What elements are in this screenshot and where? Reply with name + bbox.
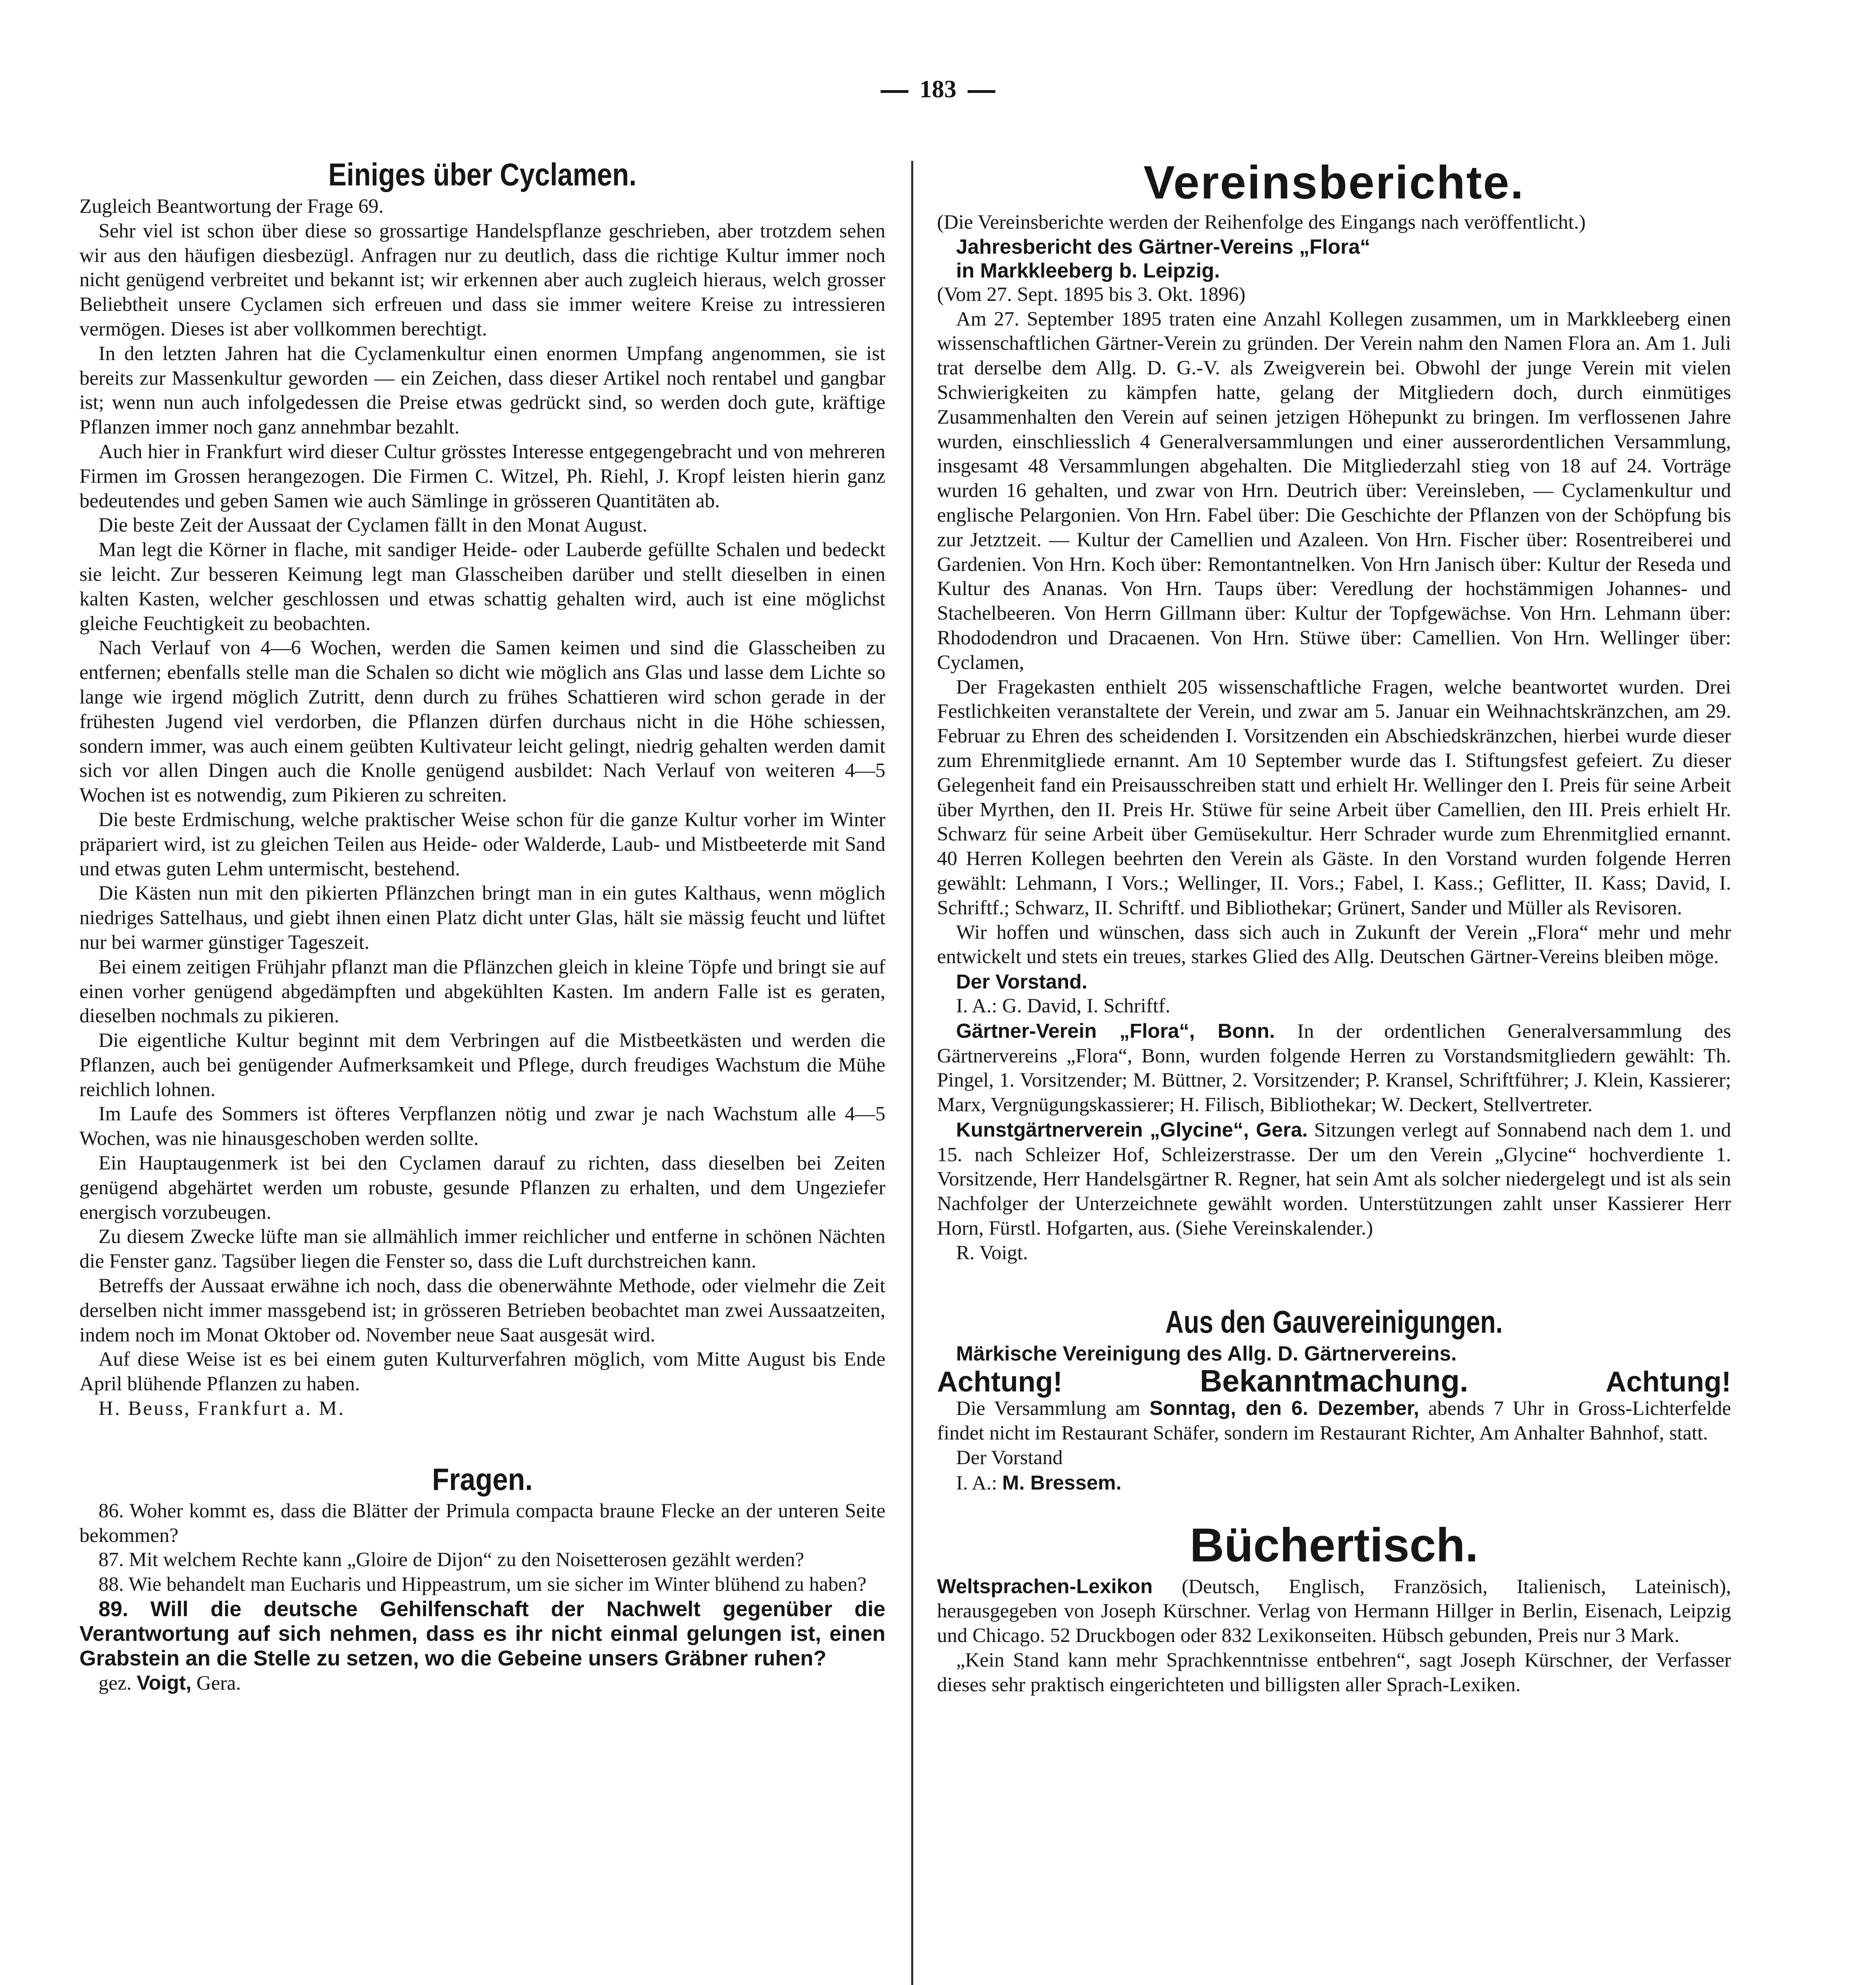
gau-signature-name: [937, 1470, 1731, 1496]
gau-signature-prefix: I. A.:: [956, 1472, 997, 1494]
cyclamen-paragraph: Die Kästen nun mit den pikierten Pflänzchen bringt man in ein gutes Kalthaus, wenn möglich niedriges Sattelhaus, und giebt ihnen einen Platz dicht unter Glas, hält sie mässig feucht und lüftet nur bei warmer günstiger Tageszeit.: [79, 882, 885, 954]
question-89-signature: [79, 1671, 885, 1696]
cyclamen-paragraph: In den letzten Jahren hat die Cyclamenkultur einen enormen Umpfang angenommen, sie ist bereits zur Massenkultur geworden — ein Zeichen, dass dieser Artikel noch rentabel und gangbar ist; wenn nun auch infolgedessen die Preise etwas gedrückt sind, so werden doch gute, kräftige Pflanzen immer noch ganz annehmbar bezahlt.: [79, 342, 885, 439]
section-title-gauvereinigungen: Aus den Gauvereinigungen.: [1165, 1304, 1503, 1339]
page-number-text: 183: [920, 76, 956, 103]
flora-signature-board: Der Vorstand.: [956, 970, 1087, 993]
gau-text-date: Sonntag, den 6. Dezember,: [1149, 1397, 1419, 1420]
section-title-vereinsberichte: Vereinsberichte.: [1143, 156, 1525, 209]
question-88: 88. Wie behandelt man Eucharis und Hippeastrum, um sie sicher im Winter blühend zu haben?: [98, 1573, 867, 1596]
cyclamen-paragraph: Die beste Erdmischung, welche praktischer Weise schon für die ganze Kultur vorher im Winter präpariert wird, ist zu gleichen Teilen aus Heide- oder Walderde, Laub- und Mistbeeterde mit Sand und etwas guten Lehm untermischt, bestehend.: [79, 808, 885, 880]
cyclamen-signature: H. Beuss, Frankfurt a. M.: [98, 1397, 345, 1420]
cyclamen-paragraph: Die beste Zeit der Aussaat der Cyclamen fällt in den Monat August.: [98, 514, 648, 537]
bonn-report-text: In der ordentlichen Generalversammlung des Gärtnervereins „Flora“, Bonn, wurden folgende Herren zu Vorstandsmitgliedern gewählt: Th. Pingel, 1. Vorsitzender; M. Büttner, 2. Vorsitzender; P. Kransel, Schriftführer; J. Klein, Kassierer; Marx, Vergnügungskassierer; H. Filisch, Bibliothekar; W. Deckert, Stellvertreter.: [937, 1020, 1731, 1116]
cyclamen-paragraph: Nach Verlauf von 4—6 Wochen, werden die Samen keimen und sind die Glasscheiben zu entfernen; ebenfalls stelle man die Schalen so dicht wie möglich ans Glas und lasse dem Lichte so lange wie irgend möglich Zutritt, denn durch zu frühes Schattieren wird schon gerade in der frühesten Jugend viel verdorben, die Pflanzen dürfen durchaus nicht in die Höhe schiessen, sondern immer, was auch einem geübten Kultivateur leicht gelingt, niedrig gehalten werden damit sich vor allen Dingen auch die Knolle genügend ausbildet: Nach Verlauf von weiteren 4—5 Wochen ist es notwendig, zum Pikieren zu schreiten.: [79, 637, 885, 807]
signature-name: Voigt,: [137, 1671, 192, 1694]
cyclamen-paragraph: Bei einem zeitigen Frühjahr pflanzt man die Pflänzchen gleich in kleine Töpfe und bringt sie auf einen vorher genügend abgedämpften und abgekühlten Kasten. Im andern Falle ist es geraten, dieselben nochmals zu pikieren.: [79, 956, 885, 1027]
cyclamen-paragraph: Betreffs der Aussaat erwähne ich noch, dass die obenerwähnte Methode, oder vielmehr die Zeit derselben nicht immer massgebend ist; in grösseren Betrieben beobachtet man zwei Aussaatzeiten, indem noch im Monat Oktober od. November neue Saat ausgesät wird.: [79, 1275, 885, 1346]
gau-signature-board: Der Vorstand: [956, 1447, 1063, 1469]
cyclamen-paragraph: Man legt die Körner in flache, mit sandiger Heide- oder Lauberde gefüllte Schalen und bedeckt sie leicht. Zur besseren Keimung legt man Glasscheiben darüber und stellt dieselben in einen kalten Kasten, welcher geschlossen und etwas schattig gehalten wird, auch ist eine möglichst gleiche Feuchtigkeit zu beobachten.: [79, 539, 885, 635]
book-entry: [937, 1574, 1731, 1648]
bekanntmachung-heading: Bekanntmachung.: [1199, 1363, 1469, 1398]
section-title-fragen: Fragen.: [432, 1461, 533, 1497]
signature-prefix: gez.: [98, 1672, 132, 1695]
article-subtitle-cyclamen: Zugleich Beantwortung der Frage 69.: [79, 195, 384, 218]
announcement-banner: [937, 1363, 1731, 1398]
book-entry-text: (Deutsch, Englisch, Französich, Italienisch, Lateinisch), herausgegeben von Joseph Kürschner. Verlag von Hermann Hillger in Berlin, Eisenach, Leipzig und Chicago. 52 Druckbogen oder 832 Lexikonseiten. Hübsch gebunden, Preis nur 3 Mark.: [937, 1575, 1731, 1647]
vereinsberichte-note: (Die Vereinsberichte werden der Reihenfolge des Eingangs nach veröffentlicht.): [937, 211, 1586, 233]
gau-text-post: abends 7 Uhr in Gross-Lichterfelde findet nicht im Restaurant Schäfer, sondern im Restaurant Richter, Am Anhalter Bahnhof, statt.: [937, 1397, 1731, 1445]
cyclamen-paragraph: Im Laufe des Sommers ist öfteres Verpflanzen nötig und zwar je nach Wachstum alle 4—5 Wochen, was nie hinausgeschoben werden sollte.: [79, 1103, 885, 1150]
bonn-report: [937, 1019, 1731, 1118]
flora-report-dates: (Vom 27. Sept. 1895 bis 3. Okt. 1896): [937, 283, 1246, 306]
flora-report-title: Jahresbericht des Gärtner-Vereins „Flora“: [956, 235, 1371, 258]
flora-paragraph: Wir hoffen und wünschen, dass sich auch in Zukunft der Verein „Flora“ mehr und mehr entwickelt und stets ein treues, starkes Glied des Allg. Deutschen Gärtner-Vereins bleiben möge.: [937, 921, 1731, 968]
cyclamen-paragraph: Sehr viel ist schon über diese so grossartige Handelspflanze geschrieben, aber trotzdem sehen wir aus den häufigen diesbezügl. Anfragen nur zu deutlich, dass die richtige Kultur immer noch nicht genügend verbreitet und bekannt ist; wir erkennen aber auch zugleich hieraus, welch grosser Beliebtheit unsere Cyclamen sich erfreuen und dass sie immer weitere Kreise zu intressieren vermögen. Dieses ist aber vollkommen berechtigt.: [79, 220, 885, 340]
column-divider: [911, 161, 913, 1985]
gau-subtitle: Märkische Vereinigung des Allg. D. Gärtnervereins.: [956, 1342, 1457, 1365]
question-86: 86. Woher kommt es, dass die Blätter der Primula compacta braune Flecke an der unteren Seite bekommen?: [79, 1499, 885, 1547]
gau-text-pre: Die Versammlung am: [956, 1397, 1141, 1420]
cyclamen-paragraph: Auf diese Weise ist es bei einem guten Kulturverfahren möglich, vom Mitte August bis Ende April blühende Pflanzen zu haben.: [79, 1348, 885, 1395]
gau-announcement: [937, 1396, 1731, 1446]
signature-place: Gera.: [196, 1672, 241, 1695]
section-title-buechertisch: Büchertisch.: [1190, 1518, 1479, 1572]
gera-report-text: Sitzungen verlegt auf Sonnabend nach dem 1. und 15. nach Schleizer Hof, Schleizerstrasse. Der um den Verein „Glycine“ hochverdiente 1. Vorsitzende, Herr Handelsgärtner R. Regner, hat sein Amt als solcher niedergelegt und ist als sein Nachfolger der Unterzeichnete gewählt worden. Unterstützungen zahlt unser Kassierer Herr Horn, Fürstl. Hofgarten, aus. (Siehe Vereinskalender.): [937, 1119, 1731, 1240]
gau-signature-person: M. Bressem.: [1002, 1471, 1122, 1494]
achtung-right: Achtung!: [1606, 1366, 1731, 1398]
left-column: [79, 155, 885, 1696]
gera-report: [937, 1118, 1731, 1241]
cyclamen-paragraph: Die eigentliche Kultur beginnt mit dem Verbringen auf die Mistbeetkästen und werden die Pflanzen, auch bei genügender Aufmerksamkeit und Pflege, durch freudiges Wachstum die Mühe reichlich lohnen.: [79, 1029, 885, 1101]
cyclamen-paragraph: Zu diesem Zwecke lüfte man sie allmählich immer reichlicher und entferne in schönen Nächten die Fenster ganz. Tagsüber liegen die Fenster so, dass die Luft durchstreichen kann.: [79, 1226, 885, 1273]
page-number: [0, 75, 1876, 104]
question-89: 89. Will die deutsche Gehilfenschaft der Nachwelt gegenüber die Verantwortung auf sich nehmen, dass es ihr nicht einmal gelungen ist, einen Grabstein an die Stelle zu setzen, wo die Gebeine unsers Gräbner ruhen?: [79, 1597, 885, 1670]
bonn-report-heading: Gärtner-Verein „Flora“, Bonn.: [956, 1019, 1275, 1042]
flora-paragraph: Der Fragekasten enthielt 205 wissenschaftliche Fragen, welche beantwortet wurden. Drei Festlichkeiten veranstaltete der Verein, und zwar am 5. Januar ein Weihnachtskränzchen, am 29. Februar zu Ehren des scheidenden I. Vorsitzenden ein Abschiedskränzchen, hierbei wurde dieser zum Ehrenmitgliede ernannt. Am 10 September wurde das I. Stiftungsfest gefeiert. Zu dieser Gelegenheit fand ein Preisausschreiben statt und erhielt Hr. Wellinger den I. Preis für seine Arbeit über Myrthen, den II. Preis Hr. Stüwe für seine Arbeit über Camellien, den III. Preis erhielt Hr. Schwarz für seine Arbeit über Gemüsekultur. Herr Schrader wurde zum Ehrenmitglied ernannt. 40 Herren Kollegen beehrten den Verein als Gäste. In den Vorstand wurden folgende Herren gewählt: Lehmann, I Vors.; Wellinger, II. Vors.; Fabel, I. Kass.; Geflitter, II. Kass; David, I. Schriftf.; Schwarz, II. Schriftf. und Bibliothekar; Grünert, Sander und Müller als Revisoren.: [937, 676, 1731, 919]
article-title-cyclamen: Einiges über Cyclamen.: [328, 157, 637, 192]
achtung-left: Achtung!: [937, 1366, 1062, 1398]
right-column: [937, 155, 1731, 1698]
flora-signature-name: I. A.: G. David, I. Schriftf.: [956, 994, 1170, 1017]
cyclamen-paragraph: Ein Hauptaugenmerk ist bei den Cyclamen darauf zu richten, dass dieselben bei Zeiten genügend abgehärtet werden um robuste, gesunde Pflanzen zu erhalten, und dem Ungeziefer energisch vorzubeugen.: [79, 1152, 885, 1224]
flora-report-location: in Markkleeberg b. Leipzig.: [956, 259, 1220, 282]
right-dash: [968, 90, 995, 93]
book-entry-title: Weltsprachen-Lexikon: [937, 1575, 1153, 1598]
left-dash: [881, 90, 908, 93]
gera-report-heading: Kunstgärtnerverein „Glycine“, Gera.: [956, 1118, 1308, 1141]
cyclamen-paragraph: Auch hier in Frankfurt wird dieser Cultur grösstes Interesse entgegengebracht und von mehreren Firmen im Grossen herangezogen. Die Firmen C. Witzel, Ph. Riehl, J. Kropf leisten hierin ganz bedeutendes und geben Samen wie auch Sämlinge in grösseren Quantitäten ab.: [79, 440, 885, 512]
question-87: 87. Mit welchem Rechte kann „Gloire de Dijon“ zu den Noisetterosen gezählt werden?: [98, 1549, 804, 1571]
book-quote: „Kein Stand kann mehr Sprachkenntnisse entbehren“, sagt Joseph Kürschner, der Verfasser dieses sehr praktisch eingerichteten und billigsten aller Sprach-Lexiken.: [937, 1649, 1731, 1696]
gera-signature: R. Voigt.: [956, 1241, 1028, 1264]
flora-paragraph: Am 27. September 1895 traten eine Anzahl Kollegen zusammen, um in Markkleeberg einen wissenschaftlichen Gärtner-Verein zu gründen. Der Verein nahm den Namen Flora an. Am 1. Juli trat derselbe dem Allg. D. G.-V. als Zweigverein bei. Obwohl der junge Verein mit vielen Schwierigkeiten zu kämpfen hatte, gelang der Mitgliedern doch, durch einmütiges Zusammenhalten den Verein auf seinen jetzigen Höhepunkt zu bringen. Im verflossenen Jahre wurden, einschliesslich 4 Generalversammlungen und einer ausserordentlichen Versammlung, insgesamt 48 Versammlungen abgehalten. Die Mitgliederzahl stieg von 18 auf 24. Vorträge wurden 16 gehalten, und zwar von Hrn. Deutrich über: Vereinsleben, — Cyclamenkultur und englische Pelargonien. Von Hrn. Fabel über: Die Geschichte der Pflanzen von der Schöpfung bis zur Jetztzeit. — Kultur der Camellien und Azaleen. Von Hrn. Fischer über: Rosentreiberei und Gardenien. Von Hrn. Koch über: Remontantnelken. Von Hrn Janisch über: Kultur der Reseda und Kultur des Ananas. Von Hrn. Taups über: Veredlung der hochstämmigen Johannes- und Stachelbeeren. Von Herrn Gillmann über: Kultur der Topfgewächse. Von Hrn. Lehmann über: Rhododendron und Dracaenen. Von Hrn. Stüwe über: Camellien. Von Hrn. Wellinger über: Cyclamen,: [937, 308, 1731, 674]
